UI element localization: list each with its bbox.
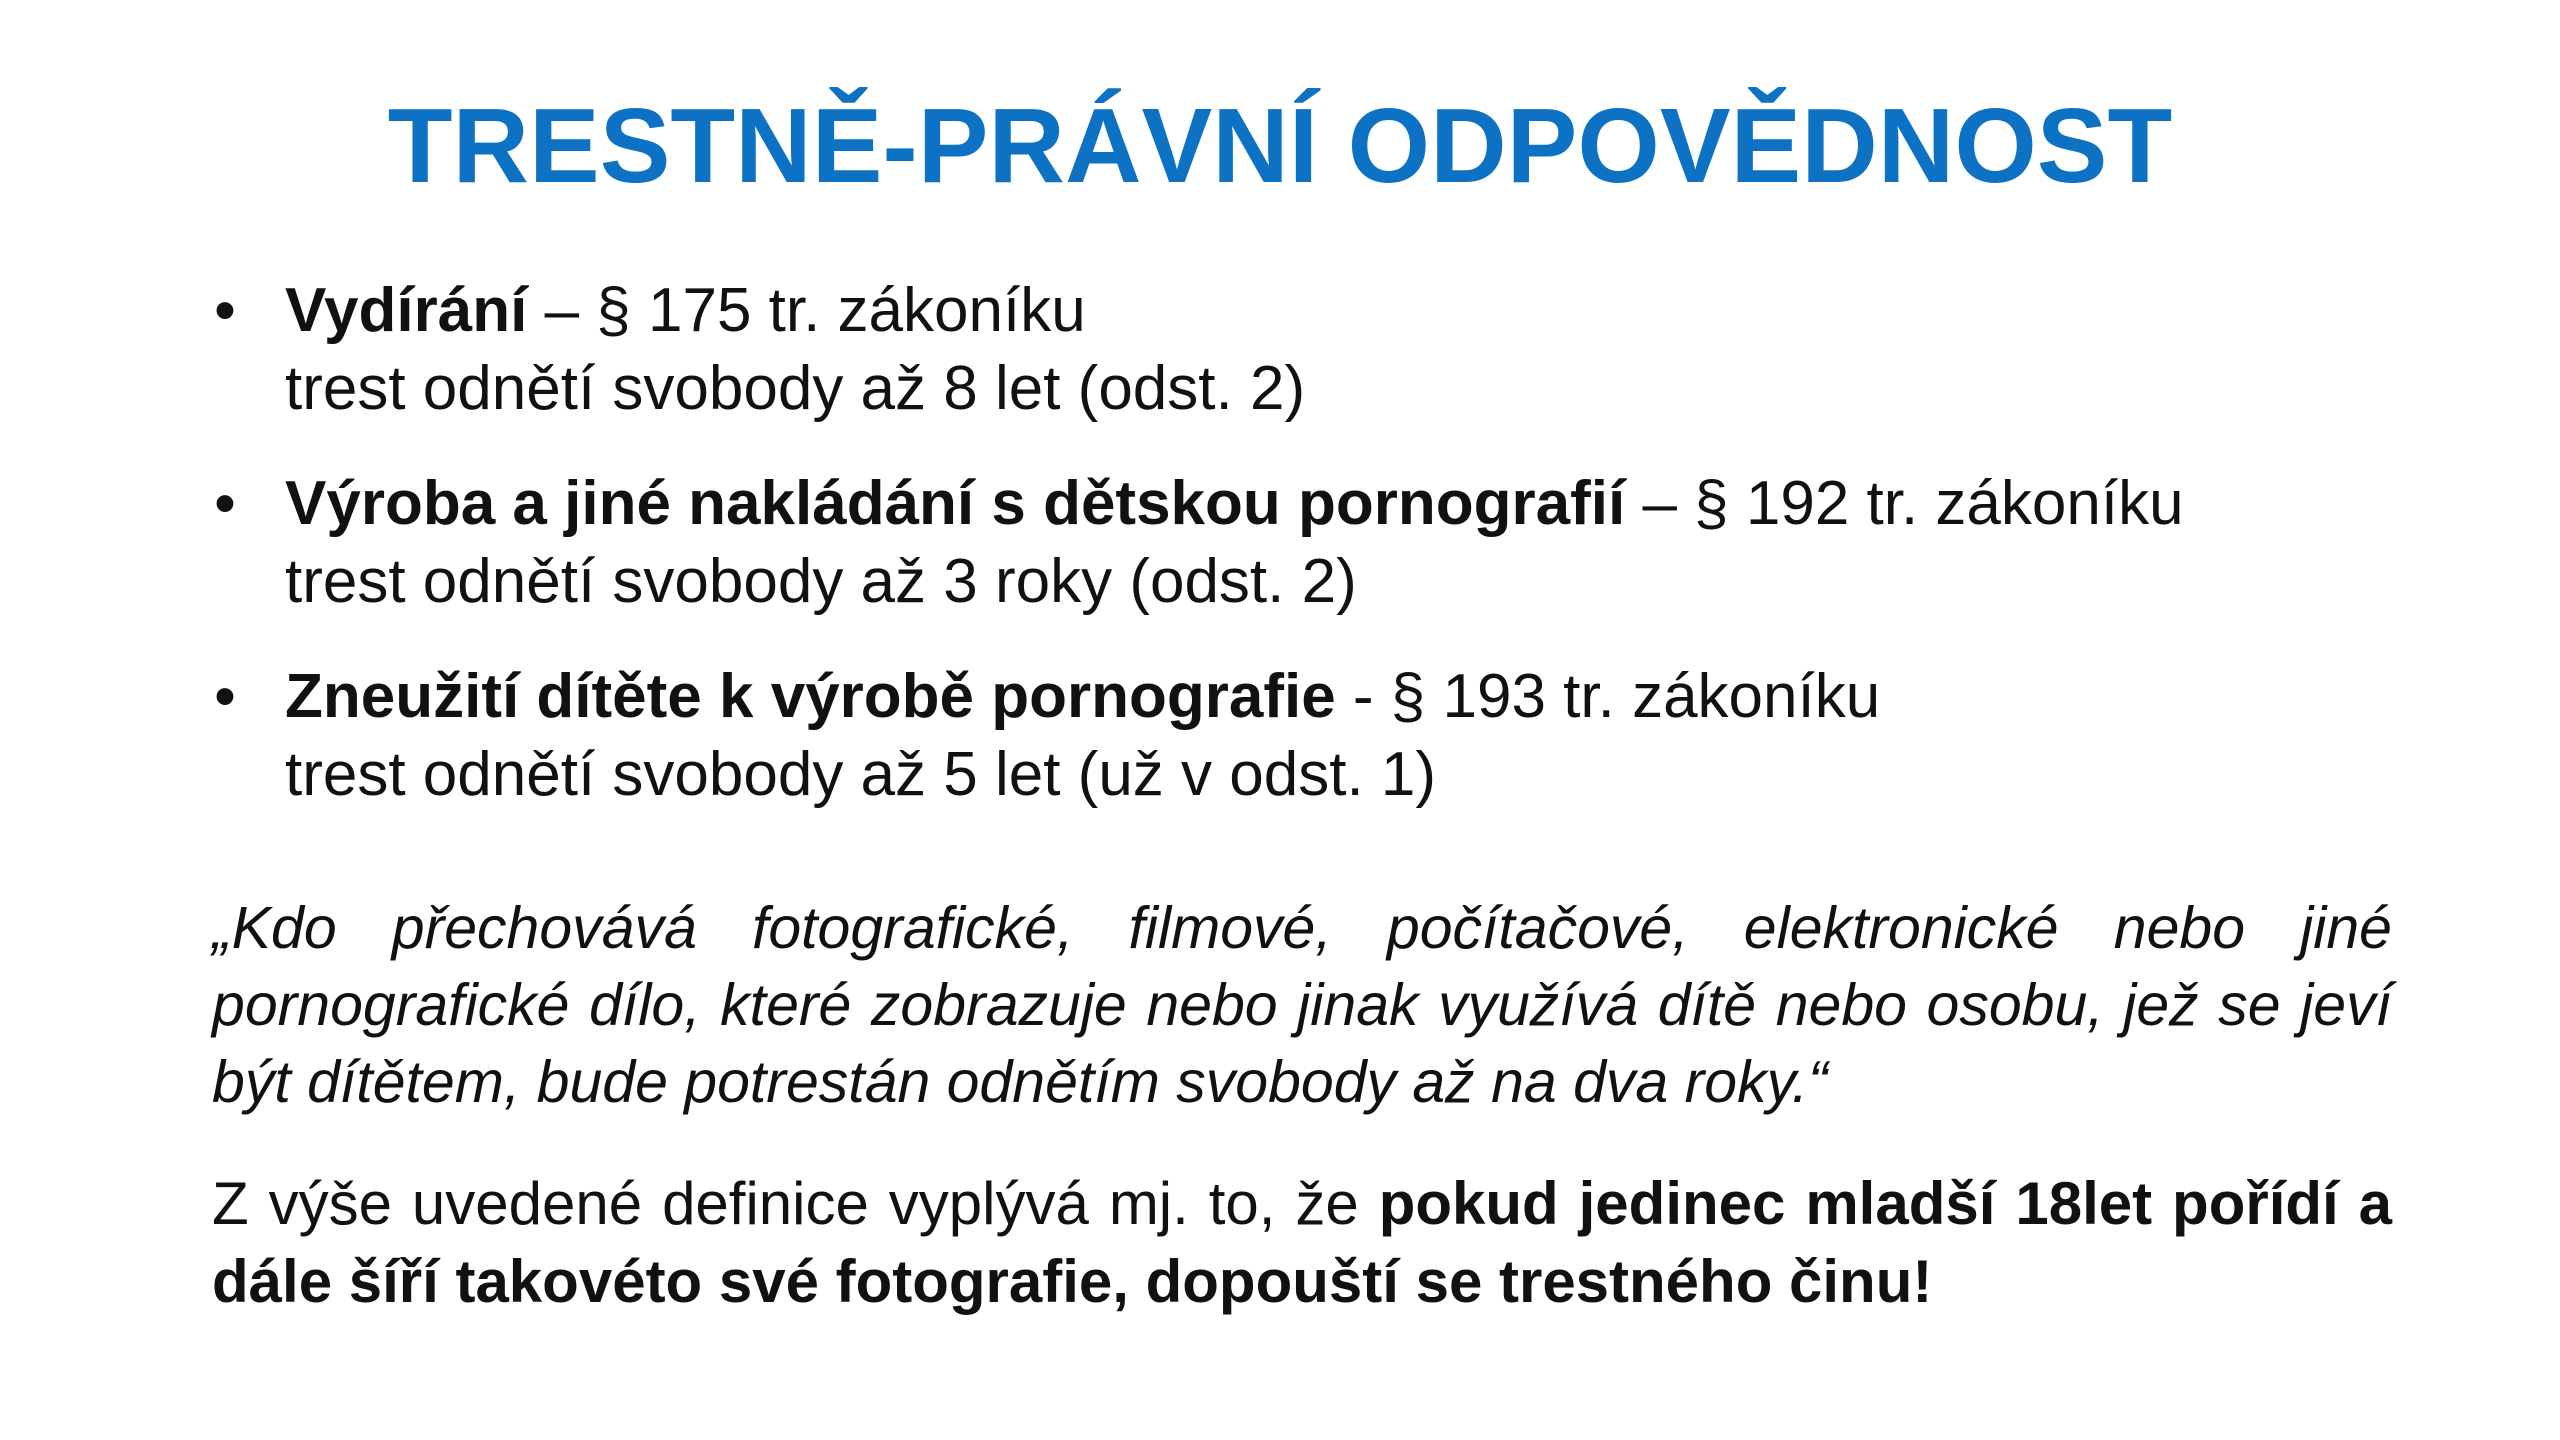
penalty-text: trest odnětí svobody až 8 let (odst. 2) (285, 354, 1306, 423)
list-item (205, 465, 2405, 621)
offense-name: Zneužití dítěte k výrobě pornografie (285, 662, 1336, 731)
law-reference: – § 192 tr. zákoníku (1625, 469, 2184, 538)
offense-name: Vydírání (285, 276, 528, 345)
law-quote: „Kdo přechovává fotografické, filmové, počítačové, elektronické nebo jiné pornografické dílo, které zobrazuje nebo jinak využívá dítě nebo osobu, jež se jeví být dítětem, bude potrestán odnětím svobody až na dva roky.“ (212, 895, 2392, 1115)
list-item (205, 658, 2405, 814)
list-item (205, 272, 2405, 428)
penalty-text: trest odnětí svobody až 5 let (už v odst. 1) (285, 740, 1437, 809)
bullet-heading (285, 658, 2405, 736)
bullet-heading (285, 465, 2405, 543)
bullet-heading (285, 272, 2405, 350)
penalty-list (205, 272, 2405, 851)
conclusion-lead: Z výše uvedené definice vyplývá mj. to, že (212, 1170, 1379, 1237)
conclusion-paragraph (212, 1165, 2392, 1321)
conclusion-emphasis: pokud jedinec mladší 18let pořídí a dále šíří takovéto své fotografie, dopouští se trestného činu! (212, 1170, 2392, 1315)
bullet-icon: • (214, 276, 236, 345)
law-reference: – § 175 tr. zákoníku (527, 276, 1086, 345)
bullet-icon: • (214, 662, 236, 731)
law-reference: - § 193 tr. zákoníku (1335, 662, 1881, 731)
offense-name: Výroba a jiné nakládání s dětskou pornografií (285, 469, 1626, 538)
slide-title: TRESTNĚ-PRÁVNÍ ODPOVĚDNOST (387, 87, 2173, 205)
bullet-icon: • (214, 469, 236, 538)
penalty-text: trest odnětí svobody až 3 roky (odst. 2) (285, 547, 1357, 616)
